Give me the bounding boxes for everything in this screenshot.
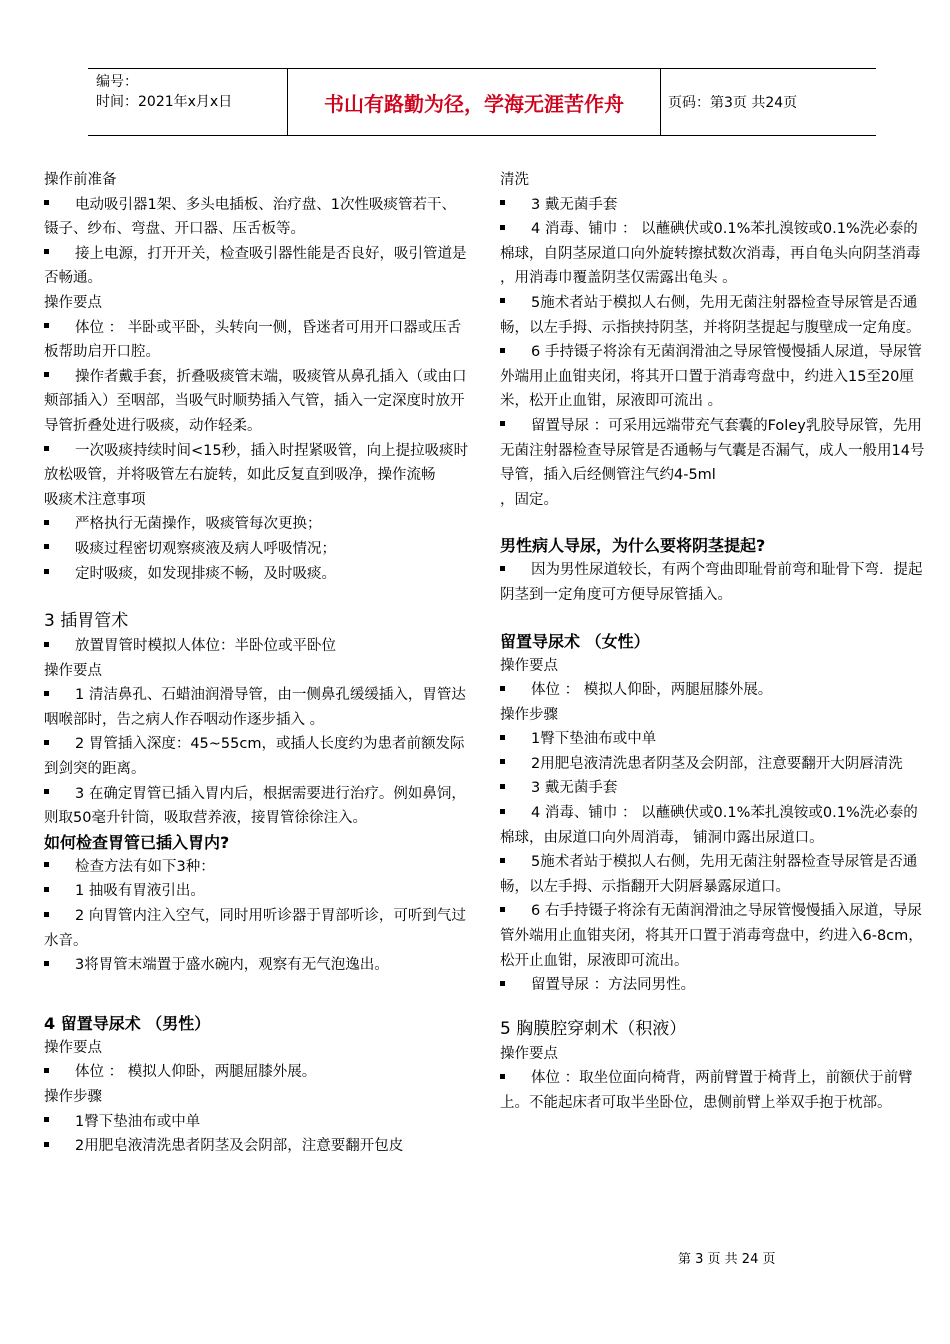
bullet-marker: [500, 858, 505, 863]
section-heading-5: 5 胸膜腔穿刺术（积液）: [500, 1018, 687, 1039]
section-heading-3: 3 插胃管术: [44, 611, 129, 632]
bullet-item: 体位 ： 模拟人仰卧，两腿屈膝外展。: [44, 1060, 469, 1085]
subheading: 操作要点: [44, 662, 102, 679]
header-info: [96, 72, 232, 112]
bullet-item: 因为男性尿道较长，有两个弯曲即耻骨前弯和耻骨下弯．提起阴茎到一定角度可方便导尿管插入。: [500, 562, 923, 603]
bullet-marker: [500, 981, 505, 986]
bullet-item: 放置胃管时模拟人体位：半卧位或平卧位: [44, 634, 469, 659]
bullet-marker: [44, 862, 49, 867]
bullet-marker: [500, 298, 505, 303]
bullet-item: 1臀下垫油布或中单: [500, 727, 928, 752]
bullet-item: 4 消毒、铺巾 ： 以蘸碘伏或0.1%苯扎溴铵或0.1%洗必泰的棉球，自阴茎尿道口向外旋转擦拭数次消毒，再自龟头向阴茎消毒 ，用消毒巾覆盖阴茎仅需露出龟头 。: [500, 221, 921, 287]
bullet-item: 电动吸引器1架、多头电插板、治疗盘、1次性吸痰管若干、镊子、纱布、弯盘、开口器、压舌板等。: [44, 196, 456, 238]
header-motto: 书山有路勤为径，学海无涯苦作舟: [324, 91, 624, 116]
bullet-marker: [44, 569, 49, 574]
bullet-item: 吸痰过程密切观察痰液及病人呼吸情况；: [44, 537, 469, 562]
bullet-marker: [44, 544, 49, 549]
question-heading: 如何检查胃管已插入胃内?: [44, 832, 230, 852]
subheading: 操作前准备: [44, 172, 117, 188]
section-heading-female: 留置导尿术 （女性）: [500, 631, 650, 651]
bullet-marker: [44, 1142, 49, 1147]
question-heading: 男性病人导尿，为什么要将阴茎提起?: [500, 536, 766, 556]
subheading: 操作要点: [44, 294, 102, 311]
page-footer: 第 3 页 共 24 页: [678, 1252, 776, 1267]
bullet-marker: [44, 789, 49, 794]
bullet-item: 检查方法有如下3种：: [44, 855, 469, 880]
bullet-marker: [44, 200, 49, 205]
bullet-item: 3 戴无菌手套: [500, 193, 928, 218]
bullet-item: 接上电源，打开开关，检查吸引器性能是否良好，吸引管道是否畅通。: [44, 245, 467, 287]
bullet-marker: [500, 348, 505, 353]
bullet-marker: [44, 249, 49, 254]
bullet-marker: [500, 421, 505, 426]
continued-text: 清洗: [500, 172, 529, 188]
bullet-marker: [44, 912, 49, 917]
subheading: 操作要点: [500, 657, 558, 674]
bullet-item: 留置导尿 ：方法同男性。: [500, 973, 928, 998]
bullet-item: 体位 ：取坐位面向椅背，两前臂置于椅背上，前额伏于前臂上。不能起床者可取半坐卧位，患侧前臂上举双手抱于枕部。: [500, 1070, 913, 1111]
number-label: 编号：: [96, 74, 138, 90]
bullet-marker: [44, 446, 49, 451]
bullet-item: 1 抽吸有胃液引出。: [44, 879, 469, 904]
subheading: 操作要点: [500, 1045, 558, 1062]
bullet-marker: [500, 907, 505, 912]
bullet-marker: [44, 961, 49, 966]
bullet-marker: [44, 691, 49, 696]
bullet-item: 1 清洁鼻孔、石蜡油润滑导管，由一侧鼻孔缓缓插入，胃管达咽喉部时，告之病人作吞咽动作逐步插入 。: [44, 687, 466, 728]
bullet-marker: [500, 566, 505, 571]
bullet-item: 2 胃管插入深度：45~55cm，或插人长度约为患者前额发际到剑突的距离。: [44, 736, 465, 778]
subheading: 操作要点: [44, 1039, 102, 1056]
header-divider-right: [660, 68, 661, 136]
bullet-item: 6 手持镊子将涂有无菌润滑油之导尿管慢慢插人尿道，导尿管外端用止血钳夹闭，将其开口置于消毒弯盘中，约进入15至20厘米，松开止血钳，尿液即可流出 。: [500, 344, 922, 410]
bullet-item: 5施术者站于模拟人右侧，先用无菌注射器检查导尿管是否通畅，以左手拇、示指翻开大阴唇暴露尿道口。: [500, 854, 918, 895]
bullet-item: 严格执行无菌操作，吸痰管每次更换；: [44, 512, 469, 537]
bullet-marker: [500, 225, 505, 230]
subheading: 吸痰术注意事项: [44, 491, 146, 508]
bullet-marker: [500, 1074, 505, 1079]
bullet-item: 6 右手持镊子将涂有无菌润滑油之导尿管慢慢插入尿道，导尿管外端用止血钳夹闭，将其开口置于消毒弯盘中，约进入6-8cm，松开止血钳，尿液即可流出。: [500, 903, 923, 969]
bullet-item: 留置导尿 ：可采用远端带充气套囊的Foley乳胶导尿管，先用无菌注射器检查导尿管是否通畅与气囊是否漏气，成人一般用14号导管，插入后经侧管注气约4-5ml: [500, 417, 925, 484]
bullet-marker: [44, 323, 49, 328]
bullet-marker: [500, 784, 505, 789]
bullet-item: 定时吸痰，如发现排痰不畅，及时吸痰。: [44, 562, 469, 587]
bullet-item: 4 消毒、铺巾 ： 以蘸碘伏或0.1%苯扎溴铵或0.1%洗必泰的棉球，由尿道口向外周消毒， 铺洞巾露出尿道口。: [500, 805, 918, 846]
continued-text: ，固定。: [500, 491, 558, 508]
header-page-label: 页码：第3页 共24页: [668, 95, 798, 111]
bullet-item: 体位 ： 半卧或平卧，头转向一侧，昏迷者可用开口器或压舌板帮助启开口腔。: [44, 319, 462, 361]
bullet-marker: [44, 1068, 49, 1073]
time-label: 时间：2021年x月x日: [96, 94, 233, 110]
bullet-marker: [500, 809, 505, 814]
bullet-marker: [500, 686, 505, 691]
bullet-marker: [500, 735, 505, 740]
bullet-item: 2用肥皂液清洗患者阴茎及会阴部，注意要翻开包皮: [44, 1134, 469, 1159]
bullet-marker: [500, 200, 505, 205]
bullet-item: 1臀下垫油布或中单: [44, 1110, 469, 1135]
subheading: 操作步骤: [500, 706, 558, 723]
bullet-item: 3 戴无菌手套: [500, 776, 928, 801]
bullet-item: 2 向胃管内注入空气，同时用听诊器于胃部听诊，可听到气过水音。: [44, 908, 466, 949]
bullet-item: 操作者戴手套，折叠吸痰管末端，吸痰管从鼻孔插入（或由口颊部插入）至咽部，当吸气时顺势插入气管，插入一定深度时放开导管折叠处进行吸痰，动作轻柔。: [44, 368, 467, 434]
bullet-item: 体位 ： 模拟人仰卧，两腿屈膝外展。: [500, 678, 928, 703]
bullet-item: 5施术者站于模拟人右侧，先用无菌注射器检查导尿管是否通畅，以左手拇、示指挟持阴茎，并将阴茎提起与腹壁成一定角度。: [500, 294, 921, 336]
bullet-item: 一次吸痰持续时间<15秒，插入时捏紧吸管，向上提拉吸痰时放松吸管，并将吸管左右旋转，如此反复直到吸净，操作流畅: [44, 442, 469, 484]
bullet-marker: [44, 1117, 49, 1122]
right-column: [500, 168, 928, 1116]
subheading: 操作步骤: [44, 1089, 102, 1105]
page-header: [88, 68, 876, 136]
bullet-marker: [44, 740, 49, 745]
left-column: [44, 168, 469, 1159]
bullet-item: 2用肥皂液清洗患者阴茎及会阴部，注意要翻开大阴唇清洗: [500, 752, 928, 777]
bullet-item: 3将胃管末端置于盛水碗内，观察有无气泡逸出。: [44, 953, 469, 978]
bullet-marker: [44, 887, 49, 892]
bullet-marker: [44, 520, 49, 525]
bullet-marker: [44, 642, 49, 647]
bullet-marker: [500, 759, 505, 764]
bullet-marker: [44, 372, 49, 377]
bullet-item: 3 在确定胃管已插入胃内后，根据需要进行治疗。例如鼻饲，则取50毫升针筒，吸取营养液，接胃管徐徐注入。: [44, 785, 466, 827]
section-heading-4: 4 留置导尿术 （男性）: [44, 1013, 211, 1033]
